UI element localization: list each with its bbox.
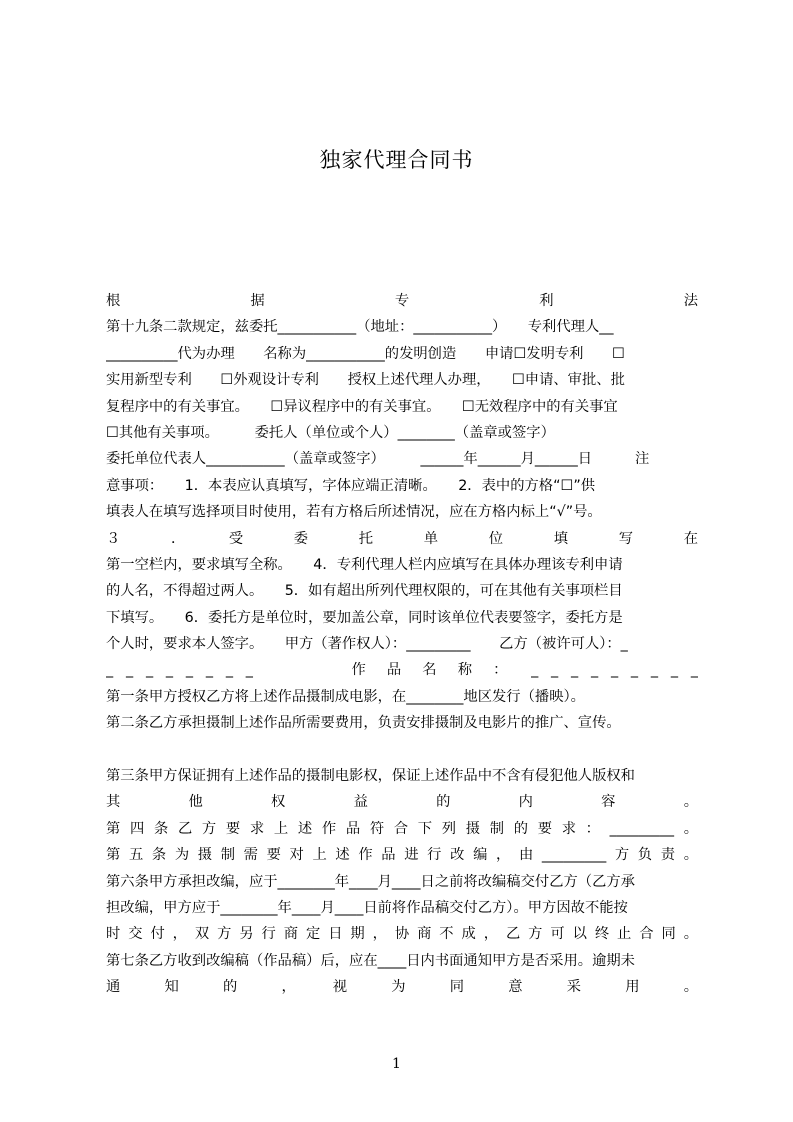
body-line: 根 据 专 利 法 (106, 293, 698, 309)
body-line: 下填写。 6．委托方是单位时，要加盖公章，同时该单位代表要签字，委托方是 (106, 609, 623, 626)
body-line: __________代为办理 名称为___________的发明创造 申请☐发明专利 ☐ (106, 345, 625, 362)
body-line: 第一空栏内，要求填写全称。 4．专利代理人栏内应填写在具体办理该专利申请 (106, 556, 623, 573)
body-line: 个人时，要求本人签字。 甲方（著作权人）：_________ 乙方（被许可人）：_ (106, 636, 628, 653)
body-line: 通 知 的 ， 视 为 同 意 采 用 。 (106, 979, 698, 996)
body-line: ☐其他有关事项。 委托人（单位或个人）________（盖章或签字） (106, 424, 555, 441)
body-line: 第五条为摄制需要对上述作品进行改编，由_________方负责。 (106, 847, 698, 864)
page-number: 1 (392, 1056, 401, 1072)
body-line: 第三条甲方保证拥有上述作品的摄制电影权，保证上述作品中不含有侵犯他人版权和 (106, 768, 635, 785)
document-title: 独家代理合同书 (319, 148, 474, 172)
body-line: 的人名，不得超过两人。 5．如有超出所列代理权限的，可在其他有关事项栏目 (106, 583, 623, 600)
body-line: 第一条甲方授权乙方将上述作品摄制成电影，在________地区发行（播映）。 (106, 688, 585, 705)
body-line: 时交付，双方另行商定日期，协商不成，乙方可以终止合同。 (106, 926, 698, 943)
body-line: 担改编，甲方应于________年____月____日前将作品稿交付乙方）。甲方因故不能按 (106, 899, 628, 916)
document-body (106, 288, 698, 1001)
body-line: 第四条乙方要求上述作品符合下列摄制的要求：_________。 (106, 820, 698, 837)
body-line: 复程序中的有关事宜。 ☐异议程序中的有关事宜。 ☐无效程序中的有关事宜 (106, 398, 618, 415)
body-line: ３ ． 受 委 托 单 位 填 写 在 (106, 530, 698, 547)
body-line: 委托单位代表人___________（盖章或签字） ______年______月______日 注 (106, 451, 650, 468)
body-line: 第二条乙方承担摄制上述作品所需要费用，负责安排摄制及电影片的推广、宣传。 (106, 715, 621, 732)
body-line: _ _ _ _ _ _ _ _ 作 品 名 称 ： _ _ _ _ _ _ _ _ _ (106, 662, 698, 679)
body-line: 实用新型专利 ☐外观设计专利 授权上述代理人办理， ☐申请、审批、批 (106, 372, 625, 389)
body-line: 第十九条二款规定，兹委托___________（地址：___________） 专利代理人__ (106, 319, 614, 336)
body-line: 意事项： 1．本表应认真填写，字体应端正清晰。 2．表中的方格“☐”供 (106, 477, 596, 494)
body-line: 填表人在填写选择项目时使用，若有方格后所述情况，应在方格内标上“√”号。 (106, 504, 602, 521)
body-line: 第六条甲方承担改编，应于________年____月____日之前将改编稿交付乙方（乙方承 (106, 873, 635, 890)
blank-line (106, 737, 698, 763)
body-line: 其 他 权 益 的 内 容 。 (106, 794, 698, 811)
body-line: 第七条乙方收到改编稿（作品稿）后，应在____日内书面通知甲方是否采用。逾期未 (106, 952, 635, 969)
